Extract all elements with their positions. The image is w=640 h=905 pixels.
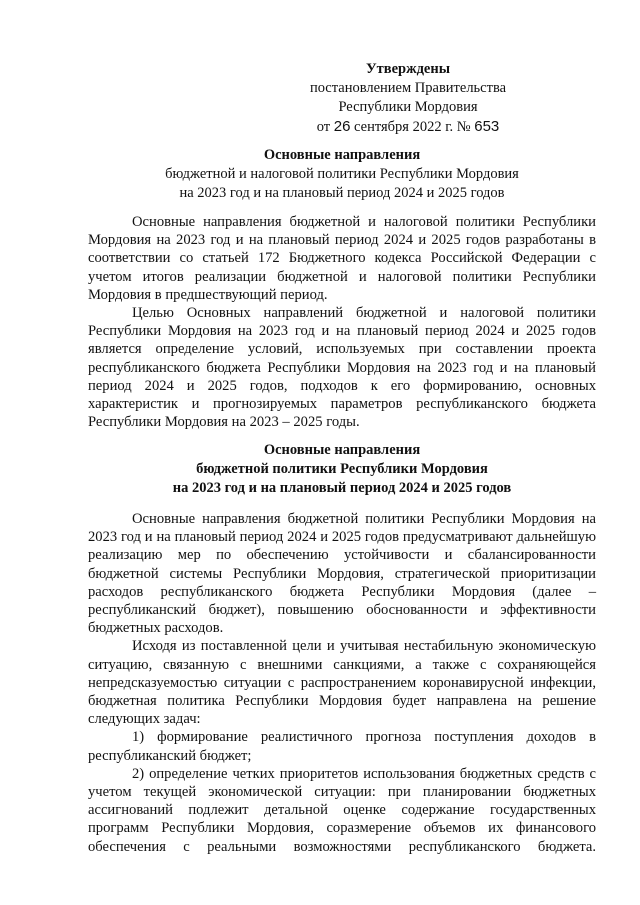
intro-paragraph: Целью Основных направлений бюджетной и налоговой политики Республики Мордовия на 2023 год и на плановый период 2024 и 2025 годов является определение условий, используемых при составлении проекта республиканского бюджета Республики Мордовия на 2023 год и на плановый период 2024 и 2025 годов, подходов к его формированию, основных характеристик и прогнозируемых параметров республиканского бюджета Республики Мордовия на 2023 – 2025 годы. [88,305,596,431]
approval-line-2: Республики Мордовия [338,99,478,115]
document-title-line-3: на 2023 год и на плановый период 2024 и 2025 годов [179,185,505,201]
section-heading-line-3: на 2023 год и на плановый период 2024 и 2025 годов [172,480,512,496]
intro-section [88,213,596,431]
list-item: 1) формирование реалистичного прогноза поступления доходов в республиканский бюджет; [88,729,596,764]
section-heading-line-2: бюджетной политики Республики Мордовия [196,461,488,477]
date-month-year: сентября 2022 г. № [354,119,471,135]
body-paragraph: Основные направления бюджетной политики Республики Мордовия на 2023 год и на плановый период 2024 и 2025 годов предусматривают дальнейшую реализацию мер по обеспечению устойчивости и сбалансированности бюджетной системы Республики Мордовия, стратегической приоритизации расходов республиканского бюджета Республики Мордовия (далее – республиканский бюджет), повышению обоснованности и эффективности бюджетных расходов. [88,511,596,637]
section-heading [88,441,596,498]
approval-line-1: постановлением Правительства [309,80,507,96]
approval-stamp [258,60,558,137]
intro-paragraph: Основные направления бюджетной и налоговой политики Республики Мордовия на 2023 год и на плановый период 2024 и 2025 годов разработаны в соответствии со статьей 172 Бюджетного кодекса Российской Федерации с учетом итогов реализации бюджетной и налоговой политики Республики Мордовия в предшествующий период. [88,214,596,303]
approval-date-line [258,117,558,137]
document-title [88,146,596,203]
list-item: 2) определение четких приоритетов использования бюджетных средств с учетом текущей экономической ситуации: при планировании бюджетных ассигнований подлежит детальной оценке содержание государственных программ Республики Мордовия, соразмерение объемов их финансового обеспечения с реальными возможностями республиканского бюджета. [88,765,596,855]
date-day: 26 [333,118,351,135]
approval-title: Утверждены [365,61,451,77]
date-prefix: от [316,119,331,135]
section-heading-line-1: Основные направления [263,442,421,458]
body-section [88,510,596,856]
document-title-line-1: Основные направления [263,147,421,163]
decree-number: 653 [474,118,500,135]
body-paragraph: Исходя из поставленной цели и учитывая нестабильную экономическую ситуацию, связанную с внешними санкциями, а также с сохраняющейся непредсказуемостью ситуации с распространением коронавирусной инфекции, бюджетная политика Республики Мордовия будет направлена на решение следующих задач: [88,638,596,728]
document-title-line-2: бюджетной и налоговой политики Республики Мордовия [165,166,519,182]
